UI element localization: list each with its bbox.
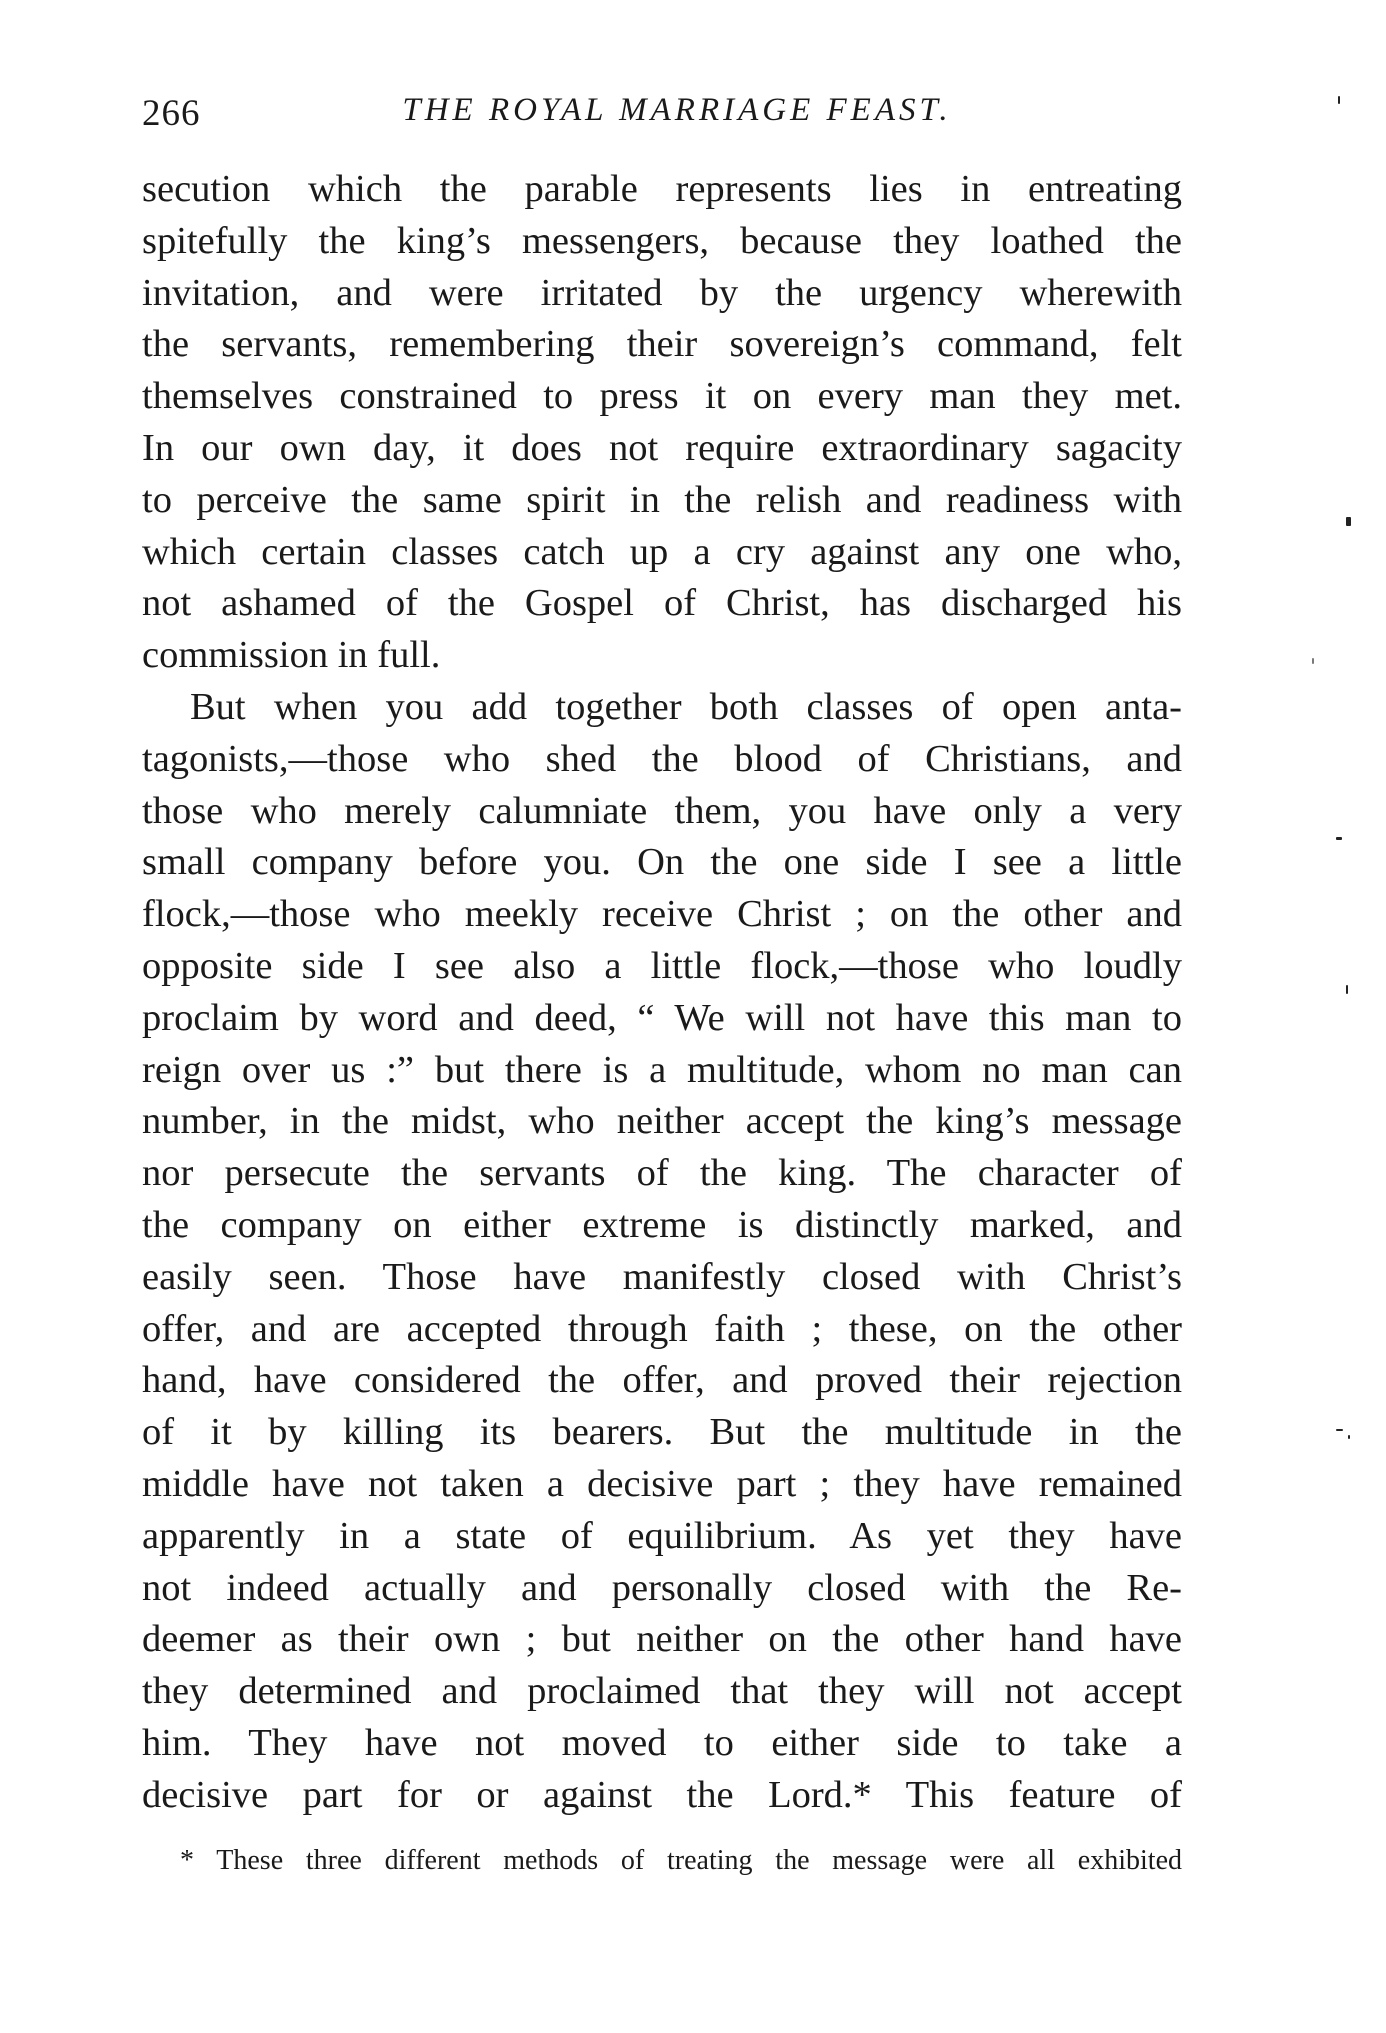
scan-speck: [1346, 517, 1351, 526]
running-title: THE ROYAL MARRIAGE FEAST.: [402, 92, 952, 128]
text-line: nor persecute the servants of the king. The character of: [142, 1152, 1182, 1195]
text-line: deemer as their own ; but neither on the other hand have: [142, 1618, 1182, 1661]
text-line: commission in full.: [142, 634, 441, 677]
text-line: the servants, remembering their sovereign’s command, felt: [142, 323, 1182, 366]
text-line: themselves constrained to press it on every man they met.: [142, 375, 1182, 418]
scan-speck: [1312, 658, 1314, 664]
text-line: those who merely calumniate them, you have only a very: [142, 789, 1182, 832]
text-line: flock,—those who meekly receive Christ ; on the other and: [142, 893, 1182, 936]
scan-speck: [1336, 1429, 1343, 1431]
text-line: which certain classes catch up a cry against any one who,: [142, 530, 1182, 573]
text-line: proclaim by word and deed, “ We will not have this man to: [142, 996, 1182, 1039]
scan-speck: [1348, 1435, 1350, 1439]
text-line: invitation, and were irritated by the urgency wherewith: [142, 271, 1182, 314]
text-line: offer, and are accepted through faith ; these, on the other: [142, 1307, 1182, 1350]
text-line: they determined and proclaimed that they will not accept: [142, 1670, 1182, 1713]
text-line: reign over us :” but there is a multitude, whom no man can: [142, 1048, 1182, 1091]
text-line: But when you add together both classes of open anta-: [190, 685, 1182, 728]
text-line: to perceive the same spirit in the relish and readiness with: [142, 478, 1182, 521]
text-line: of it by killing its bearers. But the multitude in the: [142, 1411, 1182, 1454]
text-line: him. They have not moved to either side to take a: [142, 1721, 1182, 1764]
text-line: hand, have considered the offer, and proved their rejection: [142, 1359, 1182, 1402]
text-line: secution which the parable represents lies in entreating: [142, 168, 1182, 210]
scan-speck: [1338, 96, 1340, 104]
body-text: [142, 164, 1182, 1822]
text-line: opposite side I see also a little flock,—those who loudly: [142, 944, 1182, 987]
page-number: 266: [142, 93, 201, 134]
text-line: apparently in a state of equilibrium. As yet they have: [142, 1514, 1182, 1557]
text-line: not ashamed of the Gospel of Christ, has discharged his: [142, 582, 1182, 625]
text-line: small company before you. On the one side I see a little: [142, 841, 1182, 884]
text-line: not indeed actually and personally closed with the Re-: [142, 1566, 1182, 1609]
text-line: tagonists,—those who shed the blood of Christians, and: [142, 737, 1182, 780]
text-line: number, in the midst, who neither accept the king’s message: [142, 1100, 1182, 1143]
text-line: the company on either extreme is distinctly marked, and: [142, 1203, 1182, 1246]
text-line: middle have not taken a decisive part ; they have remained: [142, 1462, 1182, 1505]
text-line: In our own day, it does not require extraordinary sagacity: [142, 426, 1182, 469]
text-line: decisive part for or against the Lord.* This feature of: [142, 1773, 1182, 1816]
text-line: spitefully the king’s messengers, because they loathed the: [142, 219, 1182, 262]
scan-speck: [1346, 985, 1348, 994]
page-header: [142, 92, 1182, 142]
scan-speck: [1336, 837, 1342, 840]
text-line: easily seen. Those have manifestly closed with Christ’s: [142, 1255, 1182, 1298]
footnote: * These three different methods of treating the message were all exhibited: [180, 1845, 1182, 1876]
